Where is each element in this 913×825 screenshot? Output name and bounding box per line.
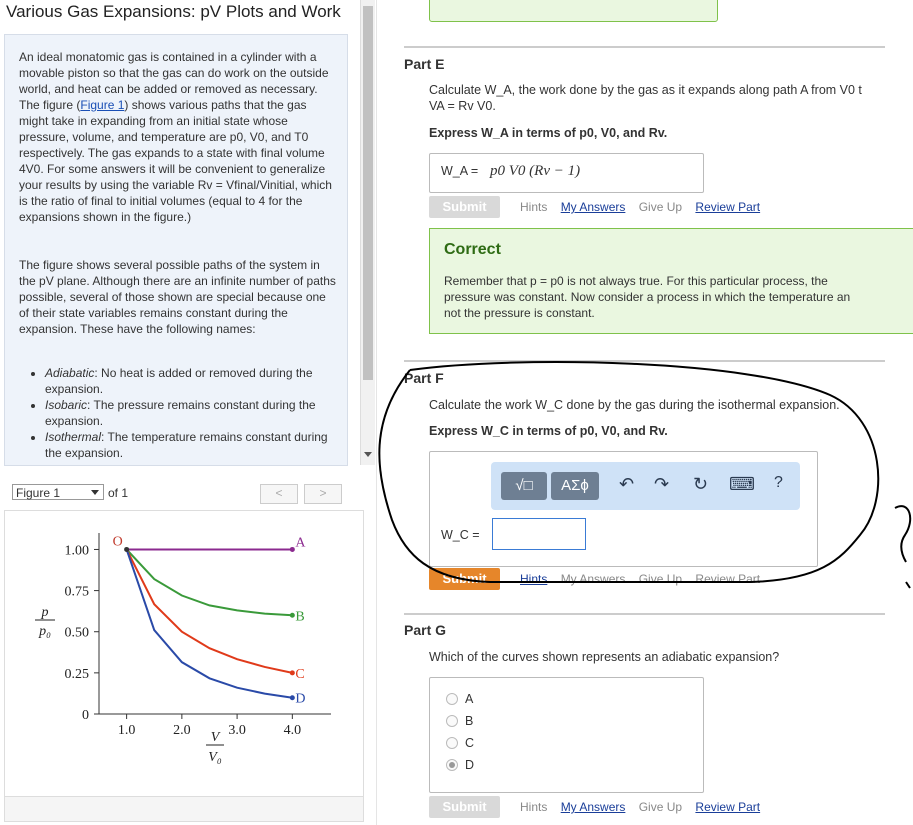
radio-option-c[interactable] [446, 737, 458, 749]
part-f-answer-label: W_C = [441, 528, 480, 542]
figure-1-panel [4, 510, 364, 797]
part-e-review-part-link[interactable]: Review Part [695, 200, 761, 214]
chevron-down-icon [91, 490, 99, 495]
part-e-heading: Part E [404, 56, 445, 72]
radio-option-d[interactable] [446, 759, 458, 771]
part-g-hints-link[interactable]: Hints [520, 800, 548, 814]
radio-label: A [465, 692, 474, 706]
series-d-line [127, 549, 293, 697]
y-tick-label: 0.25 [64, 666, 89, 682]
part-g-question: Which of the curves shown represents an adiabatic expansion? [429, 650, 780, 664]
part-e-hints-link[interactable]: Hints [520, 200, 548, 214]
y-tick-label: 0.75 [64, 584, 89, 600]
origin-label: O [112, 534, 123, 550]
part-e-question: Calculate W_A, the work done by the gas as it expands along path A from V0 t [429, 83, 862, 97]
feedback-line-3: not the pressure is constant. [444, 306, 595, 320]
symbols-button[interactable]: ΑΣϕ [551, 472, 599, 500]
x-axis-label-denominator: V₀ [208, 750, 222, 765]
series-a-label: A [295, 535, 306, 551]
templates-button[interactable]: √□ [501, 472, 547, 500]
y-axis-label-numerator: p [41, 605, 49, 620]
origin-point [124, 547, 129, 552]
part-f-review-part-link[interactable]: Review Part [695, 572, 761, 586]
path-type-item: • Isothermal: The temperature remains constant during the expansion. [45, 429, 337, 461]
undo-icon[interactable]: ↶ [619, 474, 635, 494]
series-d-label: D [295, 691, 306, 707]
path-type-item: • Adiabatic: No heat is added or removed during the expansion. [45, 365, 337, 397]
part-e-links [520, 200, 770, 214]
intro-paragraph-1 [19, 49, 337, 225]
part-g-links [520, 800, 770, 814]
part-g-heading: Part G [404, 622, 447, 638]
pv-chart [5, 511, 363, 796]
hand-drawn-circle-annotation [370, 350, 913, 600]
series-c-label: C [295, 666, 305, 682]
part-f-question: Calculate the work W_C done by the gas during the isothermal expansion. [429, 398, 840, 412]
intro-text-1b: ) shows various paths that the gas might take in expanding from an initial state whose pressure, volume, and temperature are p0, V0, and T0 respectively. The gas expands to a state with final volume 4V0. For some answers it will be convenient to generalize your results by using the variable Rv = Vfinal/Vinitial, which is the ratio of final to initial volumes (equal to 4 for the expansions shown in the figure.) [19, 98, 332, 224]
radio-option-b[interactable] [446, 715, 458, 727]
intro-text-1a: An ideal monatomic gas is contained in a cylinder with a movable piston so that the gas can do work on the outside world, and heat can be added or removed as necessary. The figure ( [19, 50, 329, 112]
part-g-review-part-link[interactable]: Review Part [695, 800, 761, 814]
intro-paragraph-2: The figure shows several possible paths of the system in the pV plane. Although there are an infinite number of paths possible, several of those shown are special because one of their state variables remains constant during the expansion. These have the following names: [19, 258, 336, 336]
y-axis-label-denominator: p₀ [39, 624, 51, 639]
part-e-answer-box [429, 153, 704, 193]
part-e-question-cont: VA = Rv V0. [429, 99, 496, 113]
series-a-endpoint [290, 547, 295, 552]
feedback-line-1: Remember that p = p0 is not always true. For this particular process, the [444, 274, 828, 288]
figure-select[interactable]: Figure 1 [12, 484, 104, 500]
path-type-item: • Isobaric: The pressure remains constant during the expansion. [45, 397, 337, 429]
redo-icon[interactable]: ↷ [654, 474, 670, 494]
part-e-give-up-link[interactable]: Give Up [638, 200, 683, 214]
problem-intro-panel [4, 34, 348, 466]
part-e-answer-label: W_A = [441, 164, 479, 178]
figure-footer [4, 796, 364, 822]
y-tick-label: 0 [82, 708, 89, 723]
x-tick-label: 3.0 [228, 723, 246, 738]
correct-heading: Correct [444, 241, 501, 258]
prev-figure-button[interactable]: < [260, 484, 298, 504]
next-figure-button[interactable]: > [304, 484, 342, 504]
x-axis-label-numerator: V [210, 730, 220, 745]
part-e-correct-feedback [429, 228, 913, 334]
series-b-label: B [295, 609, 305, 625]
help-icon[interactable]: ? [774, 474, 783, 491]
series-b-endpoint [290, 613, 295, 618]
previous-correct-box [429, 0, 718, 22]
part-f-express: Express W_C in terms of p0, V0, and Rv. [429, 424, 668, 438]
part-g-submit-button[interactable]: Submit [429, 796, 500, 818]
y-tick-label: 1.00 [64, 543, 89, 559]
part-f-my-answers-link[interactable]: My Answers [560, 572, 626, 586]
series-d-endpoint [290, 695, 295, 700]
x-tick-label: 2.0 [173, 723, 191, 738]
part-g-give-up-link[interactable]: Give Up [638, 800, 683, 814]
radio-option-a[interactable] [446, 693, 458, 705]
part-e-my-answers-link[interactable]: My Answers [560, 200, 626, 214]
figure-count: of 1 [108, 486, 129, 500]
figure-1-link[interactable]: Figure 1 [80, 98, 125, 112]
radio-label: C [465, 736, 475, 750]
part-f-hints-link[interactable]: Hints [520, 572, 548, 586]
figure-navigation [4, 478, 362, 508]
part-f-submit-button[interactable]: Submit [429, 568, 500, 590]
series-c-line [127, 549, 293, 672]
x-tick-label: 4.0 [283, 723, 302, 738]
reset-icon[interactable]: ↻ [693, 474, 709, 494]
part-f-heading: Part F [404, 370, 444, 386]
scrollbar-thumb[interactable] [363, 6, 373, 380]
keyboard-icon[interactable]: ⌨ [729, 474, 755, 494]
page-title: Various Gas Expansions: pV Plots and Work [6, 2, 341, 21]
feedback-line-2: pressure was constant. Now consider a process in which the temperature an [444, 290, 851, 304]
radio-label: B [465, 714, 474, 728]
part-e-express: Express W_A in terms of p0, V0, and Rv. [429, 126, 668, 140]
part-f-give-up-link[interactable]: Give Up [638, 572, 683, 586]
x-tick-label: 1.0 [117, 723, 136, 738]
y-tick-label: 0.50 [64, 625, 89, 641]
radio-label: D [465, 758, 475, 772]
series-c-endpoint [290, 670, 295, 675]
path-types-list [19, 365, 337, 461]
part-g-divider [404, 613, 885, 615]
part-e-answer-value: p0 V0 (Rv − 1) [490, 163, 581, 179]
series-b-line [127, 549, 293, 615]
part-e-submit-button[interactable]: Submit [429, 196, 500, 218]
part-g-my-answers-link[interactable]: My Answers [560, 800, 626, 814]
part-e-divider [404, 46, 885, 48]
